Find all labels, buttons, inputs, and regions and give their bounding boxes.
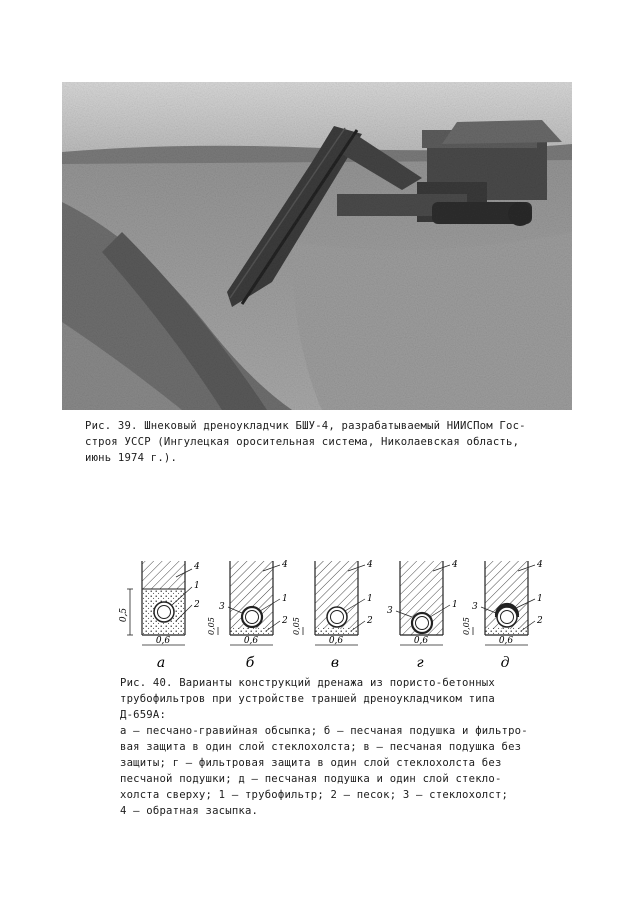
caption-line: а – песчано-гравийная обсыпка; б – песчаная подушка и фильтро- (120, 725, 528, 737)
caption-line: строя УССР (Ингулецкая оросительная система, Николаевская область, (85, 436, 520, 448)
panel-letter: в (330, 655, 340, 671)
caption-line: вая защита в один слой стеклохолста; в – песчаная подушка без (120, 741, 522, 753)
panel-a (119, 561, 200, 671)
dim-width: 0,6 (243, 636, 259, 646)
callout-2: 2 (367, 616, 373, 626)
caption-line: июнь 1974 г.). (85, 452, 178, 464)
callout-2: 2 (194, 600, 200, 610)
callout-4: 4 (537, 560, 543, 570)
fig39-caption (85, 418, 560, 466)
photo-drain-layer (62, 82, 572, 410)
panel-letter: г (416, 655, 424, 671)
dim-width: 0,6 (155, 636, 171, 646)
caption-line: Рис. 39. Шнековый дреноукладчик БШУ-4, разрабатываемый НИИСПом Гос- (85, 420, 526, 432)
dim-width: 0,6 (498, 636, 514, 646)
caption-line: Д-659А: (120, 709, 167, 721)
callout-1: 1 (194, 581, 200, 591)
dim-width: 0,6 (328, 636, 344, 646)
callout-1: 1 (367, 594, 373, 604)
callout-3: 3 (219, 602, 225, 612)
callout-2: 2 (537, 616, 543, 626)
caption-line: 4 – обратная засыпка. (120, 805, 259, 817)
panel-letter: д (500, 655, 510, 671)
photo-drawing (62, 82, 572, 410)
callout-1: 1 (537, 594, 543, 604)
callout-2: 2 (282, 616, 288, 626)
callout-4: 4 (452, 560, 458, 570)
caption-line: трубофильтров при устройстве траншей дреноукладчиком типа (120, 693, 495, 705)
panel-v (292, 560, 373, 671)
callout-1: 1 (282, 594, 288, 604)
callout-4: 4 (282, 560, 288, 570)
caption-line: холста сверху; 1 – трубофильтр; 2 – песок; 3 – стеклохолст; (120, 789, 509, 801)
panel-b (207, 560, 288, 671)
dim-cushion: 0,05 (462, 617, 471, 635)
dim-width: 0,6 (413, 636, 429, 646)
panel-g (387, 560, 458, 671)
callout-3: 3 (472, 602, 478, 612)
caption-line: Рис. 40. Варианты конструкций дренажа из пористо-бетонных (120, 677, 495, 689)
panel-letter: б (245, 655, 255, 671)
drainage-variants-drawing (100, 555, 570, 680)
callout-4: 4 (367, 560, 373, 570)
fig40-diagrams (100, 555, 570, 680)
callout-1: 1 (452, 600, 458, 610)
dim-cushion: 0,05 (207, 617, 216, 635)
fig40-caption (120, 675, 550, 819)
panel-letter: а (156, 655, 166, 671)
dim-cushion: 0,05 (292, 617, 301, 635)
callout-4: 4 (194, 562, 200, 572)
dim-height: 0,5 (119, 607, 129, 623)
callout-3: 3 (387, 606, 393, 616)
caption-line: защиты; г – фильтровая защита в один слой стеклохолста без (120, 757, 502, 769)
caption-line: песчаной подушки; д – песчаная подушка и один слой стекло- (120, 773, 502, 785)
panel-d (462, 560, 543, 671)
